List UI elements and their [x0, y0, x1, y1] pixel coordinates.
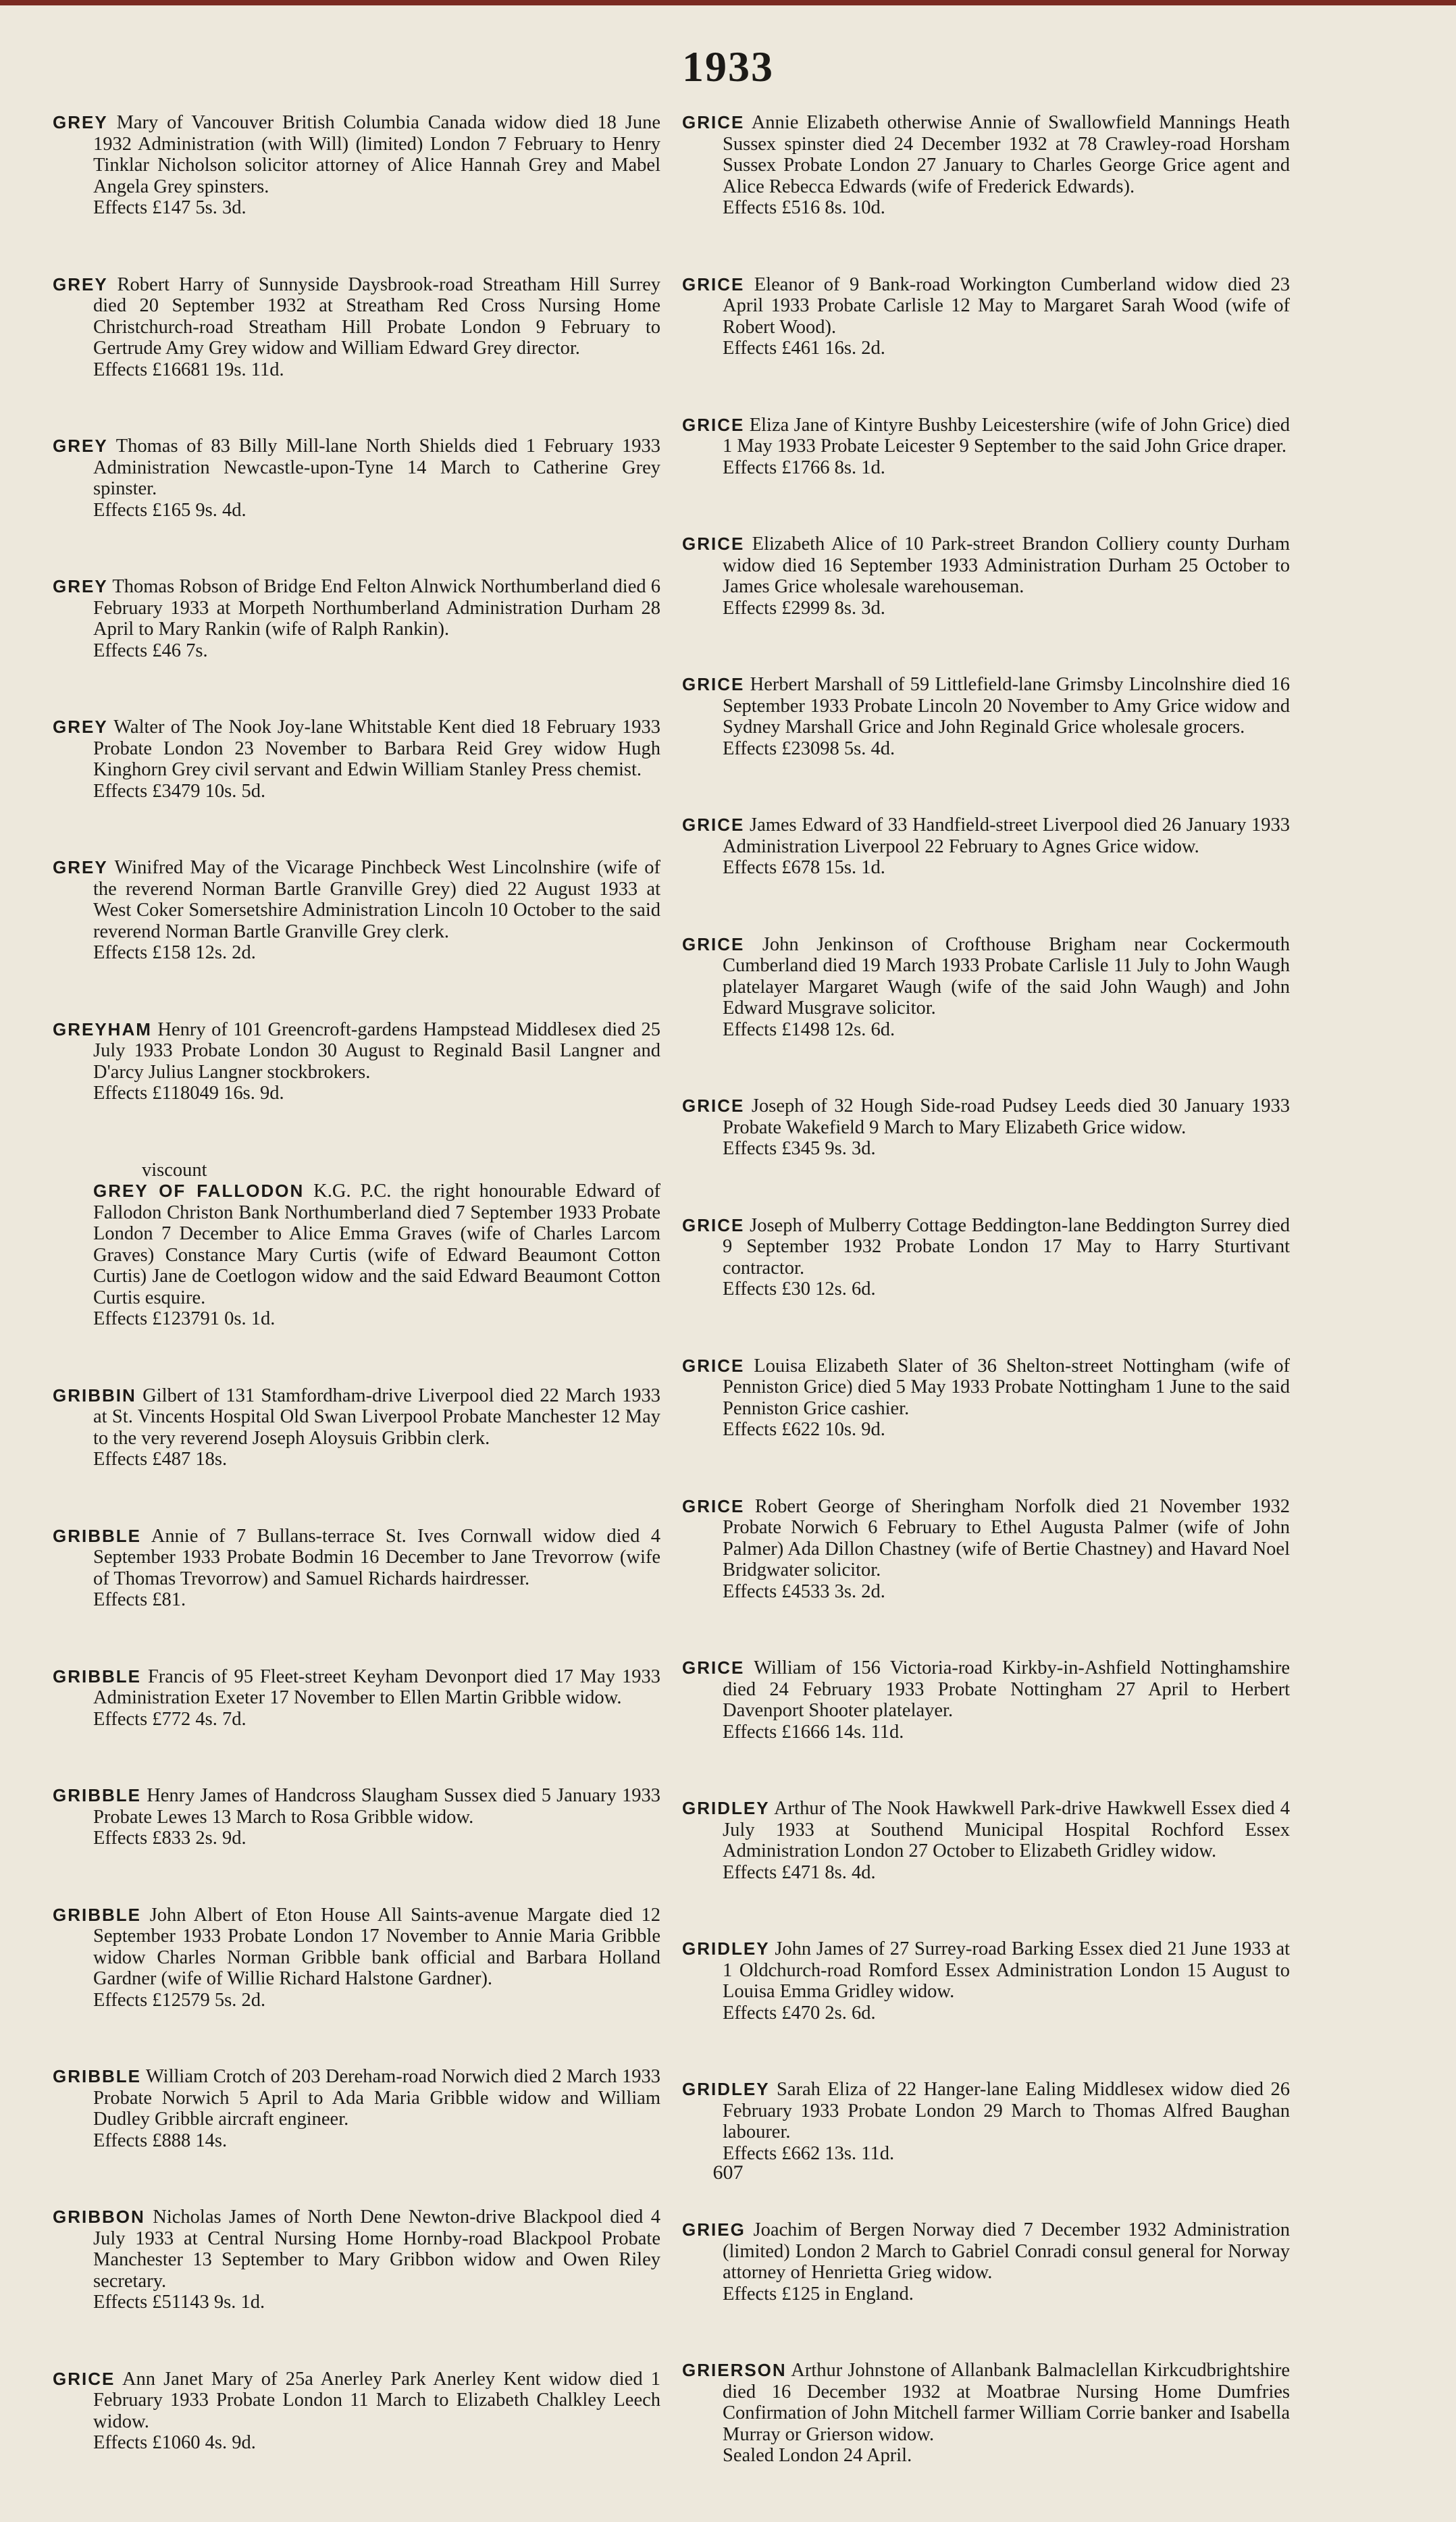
entry-surname: GRICE — [682, 534, 745, 554]
probate-entry — [682, 1096, 1290, 1160]
probate-entry — [682, 274, 1290, 359]
probate-entry — [53, 1526, 660, 1611]
probate-entry — [53, 1905, 660, 2011]
entry-text: Ann Janet Mary of 25a Anerley Park Anerley Kent widow died 1 February 1933 Probate London 11 March to Elizabeth Chalkley Leech widow. — [93, 2368, 660, 2432]
entry-surname: GRICE — [682, 674, 745, 694]
entry-surname: GRICE — [682, 1657, 745, 1678]
probate-entry — [53, 2066, 660, 2151]
page-top-edge — [0, 0, 1456, 5]
page-year-heading: 1933 — [682, 43, 774, 91]
entry-effects: Effects £23098 5s. 4d. — [723, 738, 895, 759]
entry-surname: GRICE — [53, 2368, 115, 2389]
probate-entry — [682, 2219, 1290, 2305]
entry-surname: GRIERSON — [682, 2360, 787, 2380]
entry-effects: Effects £51143 9s. 1d. — [93, 2292, 265, 2313]
entry-surname: GRIBBON — [53, 2207, 145, 2227]
entry-surname: GRIDLEY — [682, 2079, 770, 2099]
entry-text: Winifred May of the Vicarage Pinchbeck West Lincolnshire (wife of the reverend Norman Bartle Granville Grey) died 22 August 1933 at West Coker Somersetshire Administration Lincoln 10 October to the said reverend Norman Bartle Granville Grey clerk. — [93, 857, 660, 942]
entry-text: Sarah Eliza of 22 Hanger-lane Ealing Middlesex widow died 26 February 1933 Probate London 29 March to Thomas Alfred Baughan labourer. — [723, 2079, 1290, 2142]
entry-surname: GRICE — [682, 274, 745, 294]
entry-text: Joseph of Mulberry Cottage Beddington-lane Beddington Surrey died 9 September 1932 Probate London 17 May to Harry Sturtivant contractor. — [723, 1214, 1291, 1279]
entry-effects: Effects £16681 19s. 11d. — [93, 359, 284, 380]
entry-text: Herbert Marshall of 59 Littlefield-lane Grimsby Lincolnshire died 16 September 1933 Probate Lincoln 20 November to Amy Grice widow and Sydney Marshall Grice and John Reginald Grice wholesale grocers. — [723, 674, 1291, 738]
entry-surname: GRICE — [682, 1495, 745, 1516]
probate-entry — [53, 112, 660, 219]
entry-surname: GRICE — [682, 1096, 745, 1116]
entry-text: John Jenkinson of Crofthouse Brigham near Cockermouth Cumberland died 19 March 1933 Probate Carlisle 11 July to John Waugh platelayer Margaret Waugh (wife of the said John Waugh) and John Edward Musgrave solicitor. — [723, 933, 1290, 1019]
entry-surname: GREY — [53, 857, 108, 877]
entry-effects: Sealed London 24 April. — [723, 2445, 912, 2466]
entry-surname: GRIBBLE — [53, 1904, 141, 1925]
probate-entry — [53, 1019, 660, 1104]
entry-surname: GREY — [53, 436, 108, 456]
entry-text: Henry James of Handcross Slaugham Sussex died 5 January 1933 Probate Lewes 13 March to Rosa Gribble widow. — [93, 1785, 660, 1828]
probate-entry — [682, 415, 1290, 479]
entry-effects: Effects £3479 10s. 5d. — [93, 780, 266, 802]
entry-text: John Albert of Eton House All Saints-avenue Margate died 12 September 1933 Probate London 17 November to Annie Maria Gribble widow Charles Norman Gribble bank official and Barbara Holland Gardner (wife of Willie Richard Halstone Gardner). — [93, 1904, 661, 1989]
entry-effects: Effects £662 13s. 11d. — [723, 2142, 895, 2164]
entry-surname: GRICE — [682, 815, 745, 835]
entry-text: Gilbert of 131 Stamfordham-drive Liverpool died 22 March 1933 at St. Vincents Hospital Old Swan Liverpool Probate Manchester 12 May to the very reverend Joseph Aloysuis Gribbin clerk. — [93, 1385, 660, 1449]
entry-effects: Effects £125 in England. — [723, 2283, 914, 2305]
entry-text: Elizabeth Alice of 10 Park-street Brandon Colliery county Durham widow died 16 September 1933 Administration Durham 25 October to James Grice wholesale warehouseman. — [723, 534, 1291, 597]
entry-text: John James of 27 Surrey-road Barking Essex died 21 June 1933 at 1 Oldchurch-road Romford Essex Administration London 15 August to Louisa Emma Gridley widow. — [723, 1938, 1291, 2002]
probate-entry — [682, 1215, 1290, 1300]
entry-text: Nicholas James of North Dene Newton-drive Blackpool died 4 July 1933 at Central Nursing Home Hornby-road Blackpool Probate Manchester 13 September to Mary Gribbon widow and Owen Riley secretary. — [93, 2207, 660, 2292]
entry-surname: GRICE — [682, 1355, 745, 1376]
entry-surname: GREY — [53, 274, 108, 294]
entry-surname: GREY OF FALLODON — [93, 1181, 305, 1201]
probate-entry — [682, 112, 1290, 219]
probate-entry — [682, 815, 1290, 879]
entry-effects: Effects £471 8s. 4d. — [723, 1861, 876, 1883]
entry-surname: GRIEG — [682, 2219, 746, 2240]
entry-effects: Effects £158 12s. 2d. — [93, 942, 256, 963]
entry-effects: Effects £461 16s. 2d. — [723, 338, 885, 359]
probate-entry — [682, 534, 1290, 619]
entry-text: Joachim of Bergen Norway died 7 December 1932 Administration (limited) London 2 March to Gabriel Conradi consul general for Norway attorney of Henrietta Grieg widow. — [723, 2219, 1291, 2283]
entry-text: Thomas Robson of Bridge End Felton Alnwick Northumberland died 6 February 1933 at Morpeth Northumberland Administration Durham 28 April to Mary Rankin (wife of Ralph Rankin). — [93, 576, 660, 640]
entry-effects: Effects £165 9s. 4d. — [93, 499, 246, 521]
entry-surname: GRIBBIN — [53, 1385, 136, 1406]
entry-effects: Effects £2999 8s. 3d. — [723, 597, 885, 619]
entry-effects: Effects £81. — [93, 1589, 186, 1610]
probate-entry — [53, 576, 660, 661]
entry-surname: GRIDLEY — [682, 1938, 770, 1959]
entry-text: William of 156 Victoria-road Kirkby-in-Ashfield Nottinghamshire died 24 February 1933 Probate Nottingham 27 April to Herbert Davenport Shooter platelayer. — [723, 1657, 1290, 1721]
entry-surname: GRICE — [682, 1214, 745, 1235]
entry-effects: Effects £678 15s. 1d. — [723, 857, 885, 878]
entry-surname: GRICE — [682, 112, 745, 132]
probate-entry — [53, 2207, 660, 2313]
entry-text: William Crotch of 203 Dereham-road Norwich died 2 March 1933 Probate Norwich 5 April to Ada Maria Gribble widow and William Dudley Gribble aircraft engineer. — [93, 2066, 660, 2130]
left-column — [53, 112, 660, 2509]
entry-effects: Effects £1060 4s. 9d. — [93, 2432, 256, 2453]
entry-effects: Effects £516 8s. 10d. — [723, 197, 885, 218]
entry-surname: GREY — [53, 717, 108, 737]
probate-entry — [682, 2079, 1290, 2164]
entry-surname: GRIBBLE — [53, 2066, 141, 2086]
entry-text: Arthur of The Nook Hawkwell Park-drive Hawkwell Essex died 4 July 1933 at Southend Municipal Hospital Rochford Essex Administration London 27 October to Elizabeth Gridley widow. — [723, 1798, 1290, 1861]
entry-effects: Effects £118049 16s. 9d. — [93, 1083, 284, 1104]
probate-entry — [53, 1666, 660, 1730]
probate-entry — [682, 1938, 1290, 2024]
entry-surname: GRICE — [682, 414, 745, 435]
probate-entry — [682, 1657, 1290, 1743]
probate-entry — [682, 2360, 1290, 2467]
entry-effects: Effects £12579 5s. 2d. — [93, 1989, 266, 2011]
entry-text: Louisa Elizabeth Slater of 36 Shelton-street Nottingham (wife of Penniston Grice) died 5 May 1933 Probate Nottingham 1 June to the said Penniston Grice cashier. — [723, 1355, 1290, 1419]
entry-effects: Effects £4533 3s. 2d. — [723, 1580, 885, 1602]
entry-text: Joseph of 32 Hough Side-road Pudsey Leeds died 30 January 1933 Probate Wakefield 9 March to Mary Elizabeth Grice widow. — [723, 1096, 1291, 1138]
entry-effects: Effects £1766 8s. 1d. — [723, 457, 885, 478]
entry-surname: GRIBBLE — [53, 1666, 141, 1687]
entry-text: Thomas of 83 Billy Mill-lane North Shields died 1 February 1933 Administration Newcastle-upon-Tyne 14 March to Catherine Grey spinster. — [93, 436, 660, 499]
entry-text: Henry of 101 Greencroft-gardens Hampstead Middlesex died 25 July 1933 Probate London 30 August to Reginald Basil Langner and D'arcy Julius Langner stockbrokers. — [93, 1019, 660, 1083]
probate-entry — [53, 2369, 660, 2454]
probate-entry — [53, 1385, 660, 1470]
entry-text: Francis of 95 Fleet-street Keyham Devonport died 17 May 1933 Administration Exeter 17 November to Ellen Martin Gribble widow. — [93, 1666, 661, 1708]
entry-effects: Effects £46 7s. — [93, 640, 208, 661]
entry-text: Eliza Jane of Kintyre Bushby Leicestershire (wife of John Grice) died 1 May 1933 Probate Leicester 9 September to the said John Grice draper. — [723, 414, 1290, 457]
entry-text: Mary of Vancouver British Columbia Canada widow died 18 June 1932 Administration (with Will) (limited) London 7 February to Henry Tinklar Nicholson solicitor attorney of Alice Hannah Grey and Mabel Angela Grey spinsters. — [93, 112, 661, 197]
probate-entry — [53, 857, 660, 964]
probate-entry — [53, 1785, 660, 1849]
probate-entry — [682, 1356, 1290, 1441]
entry-text: Robert George of Sheringham Norfolk died 21 November 1932 Probate Norwich 6 February to Ethel Augusta Palmer (wife of John Palmer) Ada Dillon Chastney (wife of Bertie Chastney) and Havard Noel Bridgwater solicitor. — [723, 1495, 1291, 1580]
probate-entry — [682, 1496, 1290, 1603]
probate-entry — [53, 717, 660, 802]
entry-surname: GREY — [53, 112, 108, 132]
entry-surname: GRIBBLE — [53, 1525, 141, 1546]
probate-entry — [53, 1160, 660, 1330]
entry-effects: Effects £345 9s. 3d. — [723, 1138, 876, 1159]
probate-entry — [682, 1798, 1290, 1883]
entry-text: Annie Elizabeth otherwise Annie of Swallowfield Mannings Heath Sussex spinster died 24 December 1932 at 78 Crawley-road Horsham Sussex Probate London 27 January to Charles George Grice agent and Alice Rebecca Edwards (wife of Frederick Edwards). — [723, 112, 1290, 197]
probate-entry — [53, 274, 660, 381]
entry-effects: Effects £30 12s. 6d. — [723, 1279, 876, 1299]
entry-effects: Effects £1498 12s. 6d. — [723, 1019, 895, 1040]
entry-text: James Edward of 33 Handfield-street Liverpool died 26 January 1933 Administration Liverpool 22 February to Agnes Grice widow. — [723, 815, 1290, 857]
entry-text: Annie of 7 Bullans-terrace St. Ives Cornwall widow died 4 September 1933 Probate Bodmin 16 December to Jane Trevorrow (wife of Thomas Trevorrow) and Samuel Richards hairdresser. — [93, 1525, 660, 1589]
entry-effects: Effects £888 14s. — [93, 2130, 228, 2151]
entry-text: Arthur Johnstone of Allanbank Balmaclellan Kirkcudbrightshire died 16 December 1932 at Moatbrae Nursing Home Dumfries Confirmation of John Mitchell farmer William Corrie banker and Isabella Murray or Grierson widow. — [723, 2360, 1290, 2445]
entry-effects: Effects £123791 0s. 1d. — [93, 1308, 276, 1329]
entry-surname: GREY — [53, 576, 108, 596]
entry-surname: GRIBBLE — [53, 1785, 141, 1805]
entry-effects: Effects £147 5s. 3d. — [93, 197, 246, 218]
entry-text: Eleanor of 9 Bank-road Workington Cumberland widow died 23 April 1933 Probate Carlisle 12 May to Margaret Sarah Wood (wife of Robert Wood). — [723, 274, 1290, 338]
entry-effects: Effects £622 10s. 9d. — [723, 1419, 885, 1440]
right-column — [682, 112, 1290, 2522]
entry-effects: Effects £470 2s. 6d. — [723, 2002, 876, 2024]
entry-title-prefix: viscount — [142, 1159, 207, 1181]
page-number: 607 — [712, 2161, 744, 2184]
entry-surname: GRICE — [682, 933, 745, 954]
entry-effects: Effects £1666 14s. 11d. — [723, 1721, 904, 1743]
entry-text: Walter of The Nook Joy-lane Whitstable Kent died 18 February 1933 Probate London 23 November to Barbara Reid Grey widow Hugh Kinghorn Grey civil servant and Edwin William Stanley Press chemist. — [93, 717, 660, 780]
probate-entry — [682, 674, 1290, 759]
entry-effects: Effects £833 2s. 9d. — [93, 1828, 246, 1849]
probate-entry — [682, 934, 1290, 1041]
entry-text: K.G. P.C. the right honourable Edward of Fallodon Christon Bank Northumberland died 7 September 1933 Probate London 7 December to Alice Emma Graves (wife of Charles Larcom Graves) Constance Mary Curtis (wife of Edward Beaumont Cotton Curtis) Jane de Coetlogon widow and the said Edward Beaumont Cotton Curtis esquire. — [93, 1181, 661, 1308]
entry-effects: Effects £772 4s. 7d. — [93, 1708, 246, 1730]
entry-effects: Effects £487 18s. — [93, 1449, 228, 1470]
entry-surname: GREYHAM — [53, 1019, 152, 1039]
probate-entry — [53, 436, 660, 521]
entry-text: Robert Harry of Sunnyside Daysbrook-road Streatham Hill Surrey died 20 September 1932 at Streatham Red Cross Nursing Home Christchurch-road Streatham Hill Probate London 9 February to Gertrude Amy Grey widow and William Edward Grey director. — [93, 274, 660, 359]
entry-surname: GRIDLEY — [682, 1798, 770, 1818]
